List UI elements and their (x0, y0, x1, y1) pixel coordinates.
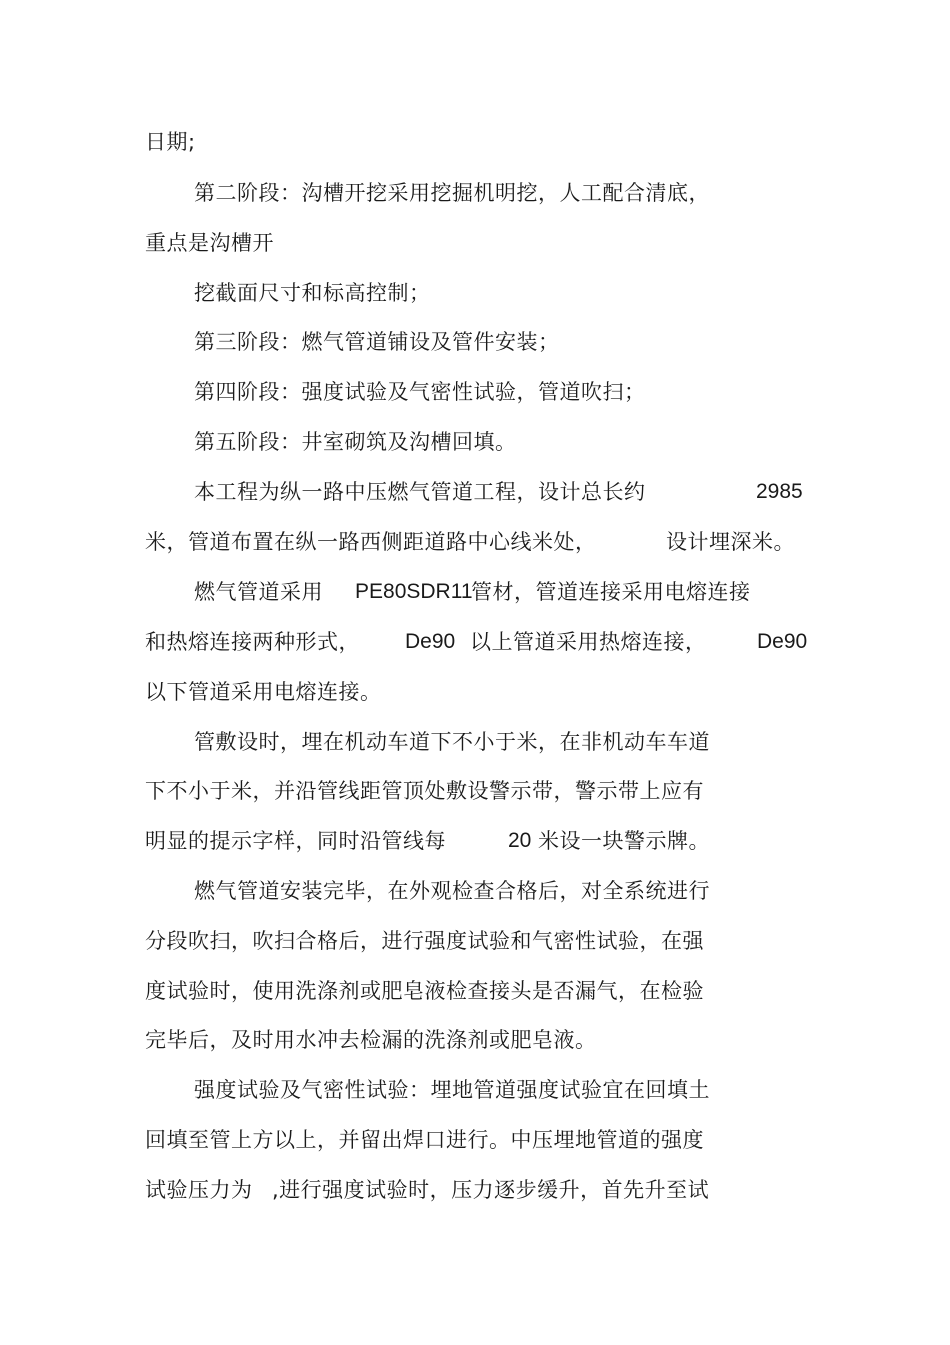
text-line: 第二阶段：沟槽开挖采用挖掘机明挖，人工配合清底， (194, 181, 710, 205)
text-line: 设计埋深米。 (666, 530, 795, 554)
interval-value: 20 (508, 829, 532, 852)
text-line: 第五阶段：井室砌筑及沟槽回填。 (194, 430, 517, 454)
text-line: 米设一块警示牌。 (538, 829, 710, 853)
text-line: 挖截面尺寸和标高控制； (194, 281, 431, 305)
pipe-diameter: De90 (757, 630, 808, 653)
text-line: 明显的提示字样，同时沿管线每 (145, 829, 446, 853)
text-line: 燃气管道安装完毕，在外观检查合格后，对全系统进行 (194, 879, 710, 903)
length-value: 2985 (756, 480, 803, 503)
text-line: 以上管道采用热熔连接， (470, 630, 707, 654)
text-line: 米，管道布置在纵一路西侧距道路中心线米处， (145, 530, 597, 554)
text-line: 以下管道采用电熔连接。 (145, 680, 382, 704)
text-line: ,进行强度试验时，压力逐步缓升，首先升至试 (272, 1178, 710, 1202)
text-line: 重点是沟槽开 (145, 231, 274, 255)
text-line: 试验压力为 (145, 1178, 253, 1202)
text-line: 管材，管道连接采用电熔连接 (471, 580, 751, 604)
text-line: 强度试验及气密性试验：埋地管道强度试验宜在回填土 (194, 1078, 710, 1102)
text-line: 完毕后，及时用水冲去检漏的洗涤剂或肥皂液。 (145, 1028, 597, 1052)
pipe-spec: PE80SDR11 (355, 580, 473, 603)
text-line: 本工程为纵一路中压燃气管道工程，设计总长约 (194, 480, 646, 504)
text-line: 度试验时，使用洗涤剂或肥皂液检查接头是否漏气，在检验 (145, 979, 704, 1003)
text-line: 和热熔连接两种形式， (145, 630, 360, 654)
text-line: 分段吹扫，吹扫合格后，进行强度试验和气密性试验，在强 (145, 929, 704, 953)
text-line: 管敷设时，埋在机动车道下不小于米，在非机动车车道 (194, 730, 710, 754)
text-line: 第三阶段：燃气管道铺设及管件安装； (194, 330, 560, 354)
text-line: 第四阶段：强度试验及气密性试验，管道吹扫； (194, 380, 646, 404)
text-line: 燃气管道采用 (194, 580, 323, 604)
text-line: 下不小于米，并沿管线距管顶处敷设警示带，警示带上应有 (145, 779, 704, 803)
pipe-diameter: De90 (405, 630, 456, 653)
text-line: 日期; (145, 130, 196, 154)
text-line: 回填至管上方以上，并留出焊口进行。中压埋地管道的强度 (145, 1128, 704, 1152)
